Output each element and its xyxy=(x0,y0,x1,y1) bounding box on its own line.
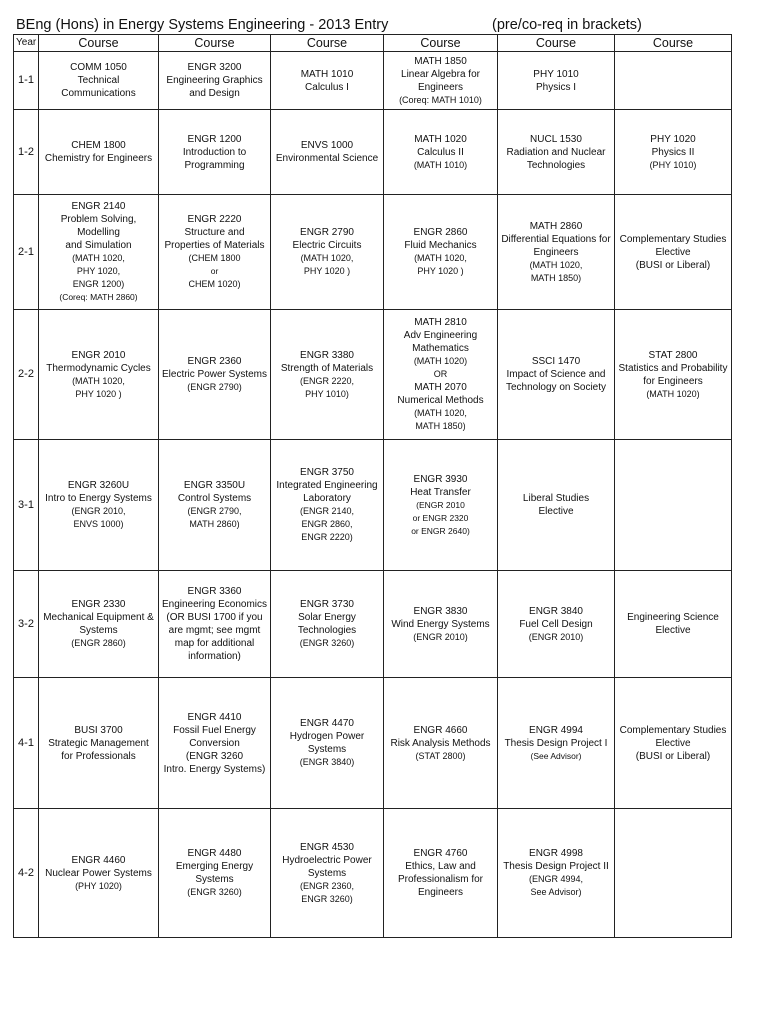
term-label: 1-2 xyxy=(14,110,39,195)
course-table xyxy=(13,34,732,938)
course-line: ENGR 4998 xyxy=(529,848,583,859)
course-cell xyxy=(39,440,159,571)
course-line: ENGR 2220) xyxy=(301,532,353,542)
course-line: Hydrogen Power xyxy=(289,731,365,742)
course-line: ENGR 3360 xyxy=(187,586,242,597)
course-line: PHY 1020 ) xyxy=(417,266,464,276)
course-cell xyxy=(384,52,498,110)
table-row xyxy=(14,110,732,195)
course-cell xyxy=(271,52,384,110)
course-line: or ENGR 2640) xyxy=(411,525,470,536)
course-line: ENGR 3260) xyxy=(301,893,353,904)
course-line: Solar Energy xyxy=(298,612,356,623)
course-cell xyxy=(39,678,159,809)
term-label: 4-2 xyxy=(14,809,39,938)
course-cell xyxy=(39,110,159,195)
course-line: Emerging Energy xyxy=(175,861,254,872)
course-line: COMM 1050 xyxy=(70,62,127,73)
course-line: (BUSI or Liberal) xyxy=(635,259,711,271)
course-line: Radiation and Nuclear xyxy=(506,146,606,158)
course-line: Complementary Studies xyxy=(619,724,727,736)
course-cell xyxy=(159,195,271,310)
course-cell xyxy=(159,52,271,110)
table-row xyxy=(14,440,732,571)
course-cell xyxy=(384,310,498,440)
course-line: Engineering Economics xyxy=(161,599,268,610)
course-line: Intro. Energy Systems) xyxy=(163,763,266,775)
course-cell xyxy=(159,571,271,678)
course-line: Engineers xyxy=(417,887,464,898)
course-line: Thermodynamic Cycles xyxy=(46,362,151,374)
course-line: Elective xyxy=(655,625,691,636)
course-line: Risk Analysis Methods xyxy=(390,737,491,749)
course-line: STAT 2800 xyxy=(648,349,698,361)
course-line: (MATH 1020) xyxy=(413,356,468,366)
course-cell xyxy=(159,310,271,440)
course-line: Fluid Mechanics xyxy=(404,240,477,251)
course-line: Technologies xyxy=(297,625,357,636)
course-line: Adv Engineering xyxy=(403,330,478,341)
course-line: MATH 2860) xyxy=(189,519,240,529)
course-line: (MATH 1020, xyxy=(72,253,125,263)
course-line: Differential Equations for xyxy=(501,233,611,245)
course-cell xyxy=(159,440,271,571)
course-line: Electric Circuits xyxy=(292,240,362,251)
course-line: (Coreq: MATH 2860) xyxy=(59,292,138,302)
course-line: (STAT 2800) xyxy=(415,750,466,761)
table-row xyxy=(14,310,732,440)
course-line: for Engineers xyxy=(643,375,703,387)
course-line: MATH 1850) xyxy=(415,421,466,431)
course-line: Engineering Science xyxy=(627,612,719,623)
course-line: (ENGR 2010 xyxy=(416,499,465,510)
course-line: (MATH 1020) xyxy=(646,388,700,399)
course-line: and Simulation xyxy=(65,240,132,251)
course-line: ENGR 2860, xyxy=(301,519,353,529)
course-cell xyxy=(39,310,159,440)
course-line: ENGR 1200) xyxy=(72,279,125,289)
course-line: Thesis Design Project II xyxy=(503,861,609,872)
course-line: PHY 1020 ) xyxy=(303,266,351,276)
term-label: 4-1 xyxy=(14,678,39,809)
course-line: ENGR 3200 xyxy=(187,62,242,73)
term-label: 2-1 xyxy=(14,195,39,310)
course-line: Systems xyxy=(307,867,347,879)
course-line: OR xyxy=(433,369,448,379)
course-line: Elective xyxy=(538,506,574,517)
course-line: Nuclear Power Systems xyxy=(45,867,152,879)
course-line: Fossil Fuel Energy xyxy=(173,724,256,736)
course-line: MATH 1020 xyxy=(414,133,467,145)
course-line: or ENGR 2320 xyxy=(412,512,469,523)
course-cell xyxy=(384,571,498,678)
course-line: (MATH 1010) xyxy=(413,159,468,170)
course-line: Impact of Science and xyxy=(506,369,606,380)
course-line: Physics I xyxy=(535,81,576,93)
course-line: (ENGR 3260) xyxy=(299,638,355,648)
course-line: MATH 1850) xyxy=(530,272,582,283)
document-title-row xyxy=(16,16,756,34)
course-line: SSCI 1470 xyxy=(531,356,581,367)
course-line: (ENGR 2790, xyxy=(187,506,242,516)
course-line: Control Systems xyxy=(177,493,252,504)
course-line: ENGR 3380 xyxy=(300,349,354,361)
course-cell xyxy=(271,571,384,678)
course-line: Systems xyxy=(79,625,118,636)
course-line: Elective xyxy=(655,737,691,749)
course-line: Mechanical Equipment & xyxy=(43,612,154,623)
course-cell xyxy=(498,195,615,310)
course-cell xyxy=(384,110,498,195)
course-line: Physics II xyxy=(651,146,695,158)
course-line: Laboratory xyxy=(303,493,351,504)
course-line: Engineers xyxy=(417,81,464,93)
course-cell xyxy=(159,809,271,938)
course-line: ENGR 3730 xyxy=(300,599,354,610)
course-cell xyxy=(615,571,732,678)
course-line: Fuel Cell Design xyxy=(519,618,593,630)
course-line: Programming xyxy=(184,159,245,171)
course-line: (Coreq: MATH 1010) xyxy=(399,94,482,105)
course-line: PHY 1020, xyxy=(76,266,121,276)
course-cell xyxy=(39,809,159,938)
course-line: Professionalism for xyxy=(397,874,484,885)
course-line: information) xyxy=(188,651,241,662)
header-year: Year xyxy=(14,35,39,52)
term-label: 2-2 xyxy=(14,310,39,440)
course-line: (ENGR 2860) xyxy=(71,638,126,648)
course-cell xyxy=(271,310,384,440)
course-line: ENGR 3260U xyxy=(67,480,130,491)
course-cell xyxy=(615,310,732,440)
course-line: MATH 1850 xyxy=(414,55,467,67)
course-cell xyxy=(271,678,384,809)
course-cell xyxy=(498,678,615,809)
course-cell xyxy=(384,440,498,571)
course-line: (MATH 1020, xyxy=(529,259,583,270)
course-line: (ENGR 2010) xyxy=(528,631,584,642)
course-line: (ENGR 2010, xyxy=(71,506,126,516)
course-line: ENGR 4994 xyxy=(529,724,583,736)
course-line: Heat Transfer xyxy=(410,486,471,498)
course-line: ENGR 4660 xyxy=(413,724,468,736)
course-line: Mathematics xyxy=(412,343,469,354)
course-cell xyxy=(159,110,271,195)
course-cell xyxy=(498,809,615,938)
course-line: Technologies xyxy=(526,159,586,171)
course-cell xyxy=(159,678,271,809)
course-line: Complementary Studies xyxy=(619,233,727,245)
course-line: PHY 1020 ) xyxy=(75,388,122,399)
course-line: PHY 1010 xyxy=(533,68,579,80)
course-line: ENGR 3750 xyxy=(300,467,354,478)
table-row xyxy=(14,809,732,938)
course-line: ENGR 3840 xyxy=(529,605,583,617)
course-line: (MATH 1020, xyxy=(72,375,125,386)
course-line: CHEM 1020) xyxy=(188,279,241,289)
course-line: Thesis Design Project I xyxy=(504,737,608,749)
table-row xyxy=(14,571,732,678)
course-line: Systems xyxy=(195,874,234,885)
course-line: ENGR 2860 xyxy=(413,227,468,238)
course-line: Electric Power Systems xyxy=(161,369,268,380)
course-line: (ENGR 3260 xyxy=(185,750,244,762)
course-line: Communications xyxy=(61,88,136,99)
course-line: map for additional xyxy=(174,638,255,649)
course-line: ENGR 3830 xyxy=(413,605,468,617)
course-line: Properties of Materials xyxy=(164,240,265,251)
course-line: Structure and xyxy=(184,227,245,238)
course-line: Statistics and Probability xyxy=(618,362,728,374)
course-line: ENGR 4530 xyxy=(300,841,354,853)
course-cell xyxy=(39,571,159,678)
course-line: Environmental Science xyxy=(275,153,379,164)
course-line: NUCL 1530 xyxy=(530,133,582,145)
header-row xyxy=(14,35,732,52)
course-line: (ENGR 3840) xyxy=(299,757,355,767)
course-cell xyxy=(271,440,384,571)
course-line: MATH 1010 xyxy=(300,68,354,80)
course-line: (BUSI or Liberal) xyxy=(635,750,711,762)
course-line: (PHY 1010) xyxy=(649,159,697,170)
course-cell xyxy=(271,110,384,195)
course-line: (ENGR 2790) xyxy=(187,382,242,392)
course-line: Engineering Graphics xyxy=(166,75,263,86)
course-line: Numerical Methods xyxy=(397,395,484,406)
course-line: Engineers xyxy=(533,246,579,258)
course-line: Systems xyxy=(307,744,347,755)
header-course: Course xyxy=(384,35,498,52)
header-course: Course xyxy=(271,35,384,52)
course-line: (OR BUSI 1700 if you xyxy=(166,612,263,623)
course-line: or xyxy=(210,266,219,276)
course-line: ENGR 2360 xyxy=(187,356,242,367)
course-line: (ENGR 2140, xyxy=(299,506,355,516)
course-line: and Design xyxy=(189,88,240,99)
course-line: Hydroelectric Power xyxy=(282,854,372,866)
course-line: (ENGR 4994, xyxy=(528,874,584,884)
header-course: Course xyxy=(498,35,615,52)
course-line: (MATH 1020, xyxy=(414,253,467,263)
course-line: Conversion xyxy=(189,737,240,749)
course-line: Calculus I xyxy=(305,81,349,93)
empty-cell xyxy=(615,809,732,938)
course-line: ENGR 2010 xyxy=(71,349,126,361)
course-line: Calculus II xyxy=(417,146,464,158)
course-table-body xyxy=(14,52,732,938)
course-cell xyxy=(39,52,159,110)
course-line: Linear Algebra for xyxy=(401,68,480,80)
course-cell xyxy=(271,195,384,310)
term-label: 1-1 xyxy=(14,52,39,110)
course-line: Introduction to xyxy=(182,146,247,158)
table-row xyxy=(14,52,732,110)
course-line: Modelling xyxy=(77,227,120,238)
course-line: (CHEM 1800 xyxy=(188,253,241,263)
term-label: 3-2 xyxy=(14,571,39,678)
course-line: ENGR 1200 xyxy=(187,133,242,145)
course-cell xyxy=(39,195,159,310)
course-cell xyxy=(384,678,498,809)
course-line: CHEM 1800 xyxy=(71,140,126,151)
table-row xyxy=(14,195,732,310)
course-cell xyxy=(498,310,615,440)
course-line: ENGR 2140 xyxy=(71,201,126,212)
course-line: Wind Energy Systems xyxy=(391,618,490,630)
empty-cell xyxy=(615,440,732,571)
course-line: ENGR 2330 xyxy=(71,599,126,610)
course-line: Intro to Energy Systems xyxy=(45,493,152,504)
course-line: are mgmt; see mgmt xyxy=(168,625,261,636)
course-line: ENGR 3350U xyxy=(183,480,246,491)
course-line: for Professionals xyxy=(61,750,136,762)
course-line: Problem Solving, xyxy=(60,214,137,225)
course-line: ENGR 4470 xyxy=(300,718,354,729)
course-cell xyxy=(615,678,732,809)
course-line: ENVS 1000 xyxy=(300,140,354,151)
header-course: Course xyxy=(615,35,732,52)
course-line: (MATH 1020, xyxy=(300,253,354,263)
course-line: (ENGR 2360, xyxy=(299,880,355,891)
course-line: Strength of Materials xyxy=(280,362,374,374)
course-line: Technical xyxy=(77,75,120,86)
course-line: MATH 2810 xyxy=(414,317,467,328)
course-line: See Advisor) xyxy=(530,887,582,897)
course-line: (ENGR 2010) xyxy=(413,631,468,642)
prereq-note: (pre/co-req in brackets) xyxy=(492,17,642,33)
course-line: ENGR 4480 xyxy=(187,848,242,859)
header-course: Course xyxy=(39,35,159,52)
course-line: (PHY 1020) xyxy=(75,880,122,891)
empty-cell xyxy=(615,52,732,110)
page-title: BEng (Hons) in Energy Systems Engineering - 2013 Entry xyxy=(16,17,389,33)
course-line: MATH 2070 xyxy=(414,382,467,393)
course-line: Ethics, Law and xyxy=(405,861,476,872)
course-line: ENGR 3930 xyxy=(413,473,468,485)
course-line: MATH 2860 xyxy=(529,220,583,232)
header-course: Course xyxy=(159,35,271,52)
term-label: 3-1 xyxy=(14,440,39,571)
course-line: ENGR 4460 xyxy=(71,854,126,866)
course-line: Technology on Society xyxy=(505,382,607,393)
course-line: Liberal Studies xyxy=(522,493,590,504)
course-line: BUSI 3700 xyxy=(74,724,123,736)
course-line: Strategic Management xyxy=(48,737,149,749)
course-line: ENVS 1000) xyxy=(73,519,124,529)
course-line: ENGR 2220 xyxy=(187,214,242,225)
course-line: Integrated Engineering xyxy=(276,480,378,491)
course-line: (ENGR 2220, xyxy=(299,375,355,386)
table-row xyxy=(14,678,732,809)
course-line: PHY 1010) xyxy=(305,388,349,399)
course-cell xyxy=(384,809,498,938)
course-line: (ENGR 3260) xyxy=(187,887,242,897)
course-line: ENGR 4410 xyxy=(187,711,242,723)
course-cell xyxy=(498,52,615,110)
course-cell xyxy=(615,110,732,195)
course-cell xyxy=(498,110,615,195)
course-line: (MATH 1020, xyxy=(414,408,467,418)
course-line: Elective xyxy=(655,246,691,258)
course-cell xyxy=(384,195,498,310)
course-cell xyxy=(615,195,732,310)
course-line: PHY 1020 xyxy=(650,133,696,145)
course-cell xyxy=(498,571,615,678)
course-line: Chemistry for Engineers xyxy=(44,153,153,164)
course-line: (See Advisor) xyxy=(530,750,582,761)
course-cell xyxy=(498,440,615,571)
course-line: ENGR 4760 xyxy=(413,848,468,859)
course-cell xyxy=(271,809,384,938)
course-line: ENGR 2790 xyxy=(300,227,354,238)
